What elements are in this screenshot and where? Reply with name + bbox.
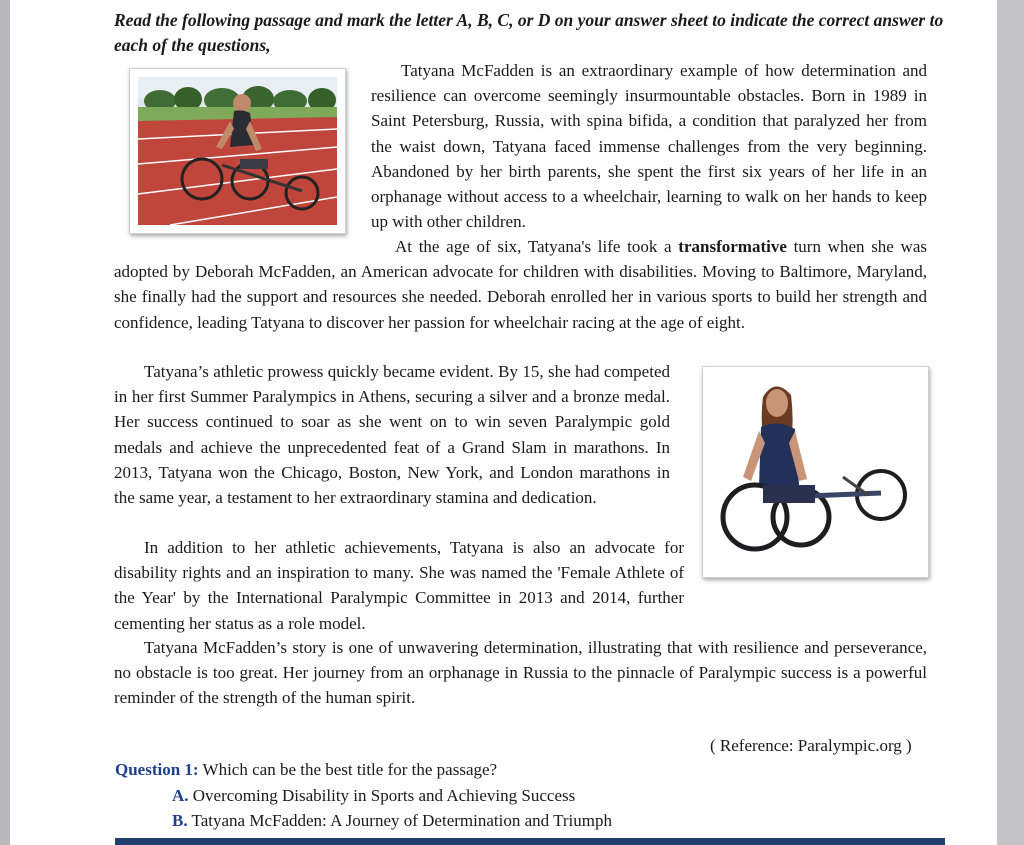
- paragraph-3: Tatyana’s athletic prowess quickly became evident. By 15, she had competed in her first Summer Paralympics in Athens, securing a silver and a bronze medal. Her success continued to soar as she went on to win seven Paralympic gold medals and achieve the unprecedented feat of a Grand Slam in marathons. In 2013, Tatyana won the Chicago, Boston, New York, and London marathons in the same year, a testament to her extraordinary stamina and dedication.: [114, 362, 670, 508]
- viewer-right-margin: [997, 0, 1024, 845]
- option-a[interactable]: [172, 786, 575, 806]
- option-a-text: Overcoming Disability in Sports and Achieving Success: [188, 786, 576, 805]
- paragraph-2-start: At the age of six, Tatyana's life took a: [395, 237, 679, 256]
- question-1-text: Which can be the best title for the passage?: [198, 760, 498, 779]
- photo-track-racing: [129, 68, 346, 234]
- transformative-word: transformative: [678, 237, 787, 256]
- document-page: [10, 0, 998, 845]
- option-b[interactable]: [172, 811, 612, 831]
- instructions: Read the following passage and mark the letter A, B, C, or D on your answer sheet to indicate the correct answer to each of the questions,: [114, 10, 944, 55]
- athlete-wheelchair-image-icon: [703, 367, 928, 577]
- option-b-text: Tatyana McFadden: A Journey of Determination and Triumph: [187, 811, 612, 830]
- option-b-letter: B.: [172, 811, 188, 830]
- paragraph-2: [114, 234, 927, 335]
- paragraph-1: Tatyana McFadden is an extraordinary example of how determination and resilience can overcome seemingly insurmountable obstacles. Born in 1989 in Saint Petersburg, Russia, with spina bifida, a condition that paralyzed her from the waist down, Tatyana faced immense challenges from the very beginning. Abandoned by her birth parents, she spent the first six years of her life in an orphanage without access to a wheelchair, learning to walk on her hands to keep up with other children.: [371, 61, 927, 232]
- paragraph-4: In addition to her athletic achievements, Tatyana is also an advocate for disability rights and an inspiration to many. She was named the 'Female Athlete of the Year' by the International Paralympic Committee in 2013 and 2014, further cementing her status as a role model.: [114, 538, 684, 633]
- question-1-label: Question 1:: [115, 760, 199, 779]
- paragraph-5: Tatyana McFadden’s story is one of unwavering determination, illustrating that with resilience and perseverance, no obstacle is too great. Her journey from an orphanage in Russia to the pinnacle of Paralympic success is a powerful reminder of the strength of the human spirit.: [114, 638, 927, 708]
- question-1: [115, 760, 497, 780]
- reference: ( Reference: Paralympic.org ): [710, 736, 912, 755]
- photo-athlete-portrait: [702, 366, 929, 578]
- track-racing-image-icon: [130, 69, 345, 233]
- page-bottom-bar: [115, 838, 945, 845]
- option-a-letter: A.: [172, 786, 189, 805]
- paragraph-2-end: turn when she was adopted by Deborah McFadden, an American advocate for children with disabilities. Moving to Baltimore, Maryland, she finally had the support and resources she needed. Deborah enrolled her in various sports to build her strength and confidence, leading Tatyana to discover her passion for wheelchair racing at the age of eight.: [114, 237, 927, 332]
